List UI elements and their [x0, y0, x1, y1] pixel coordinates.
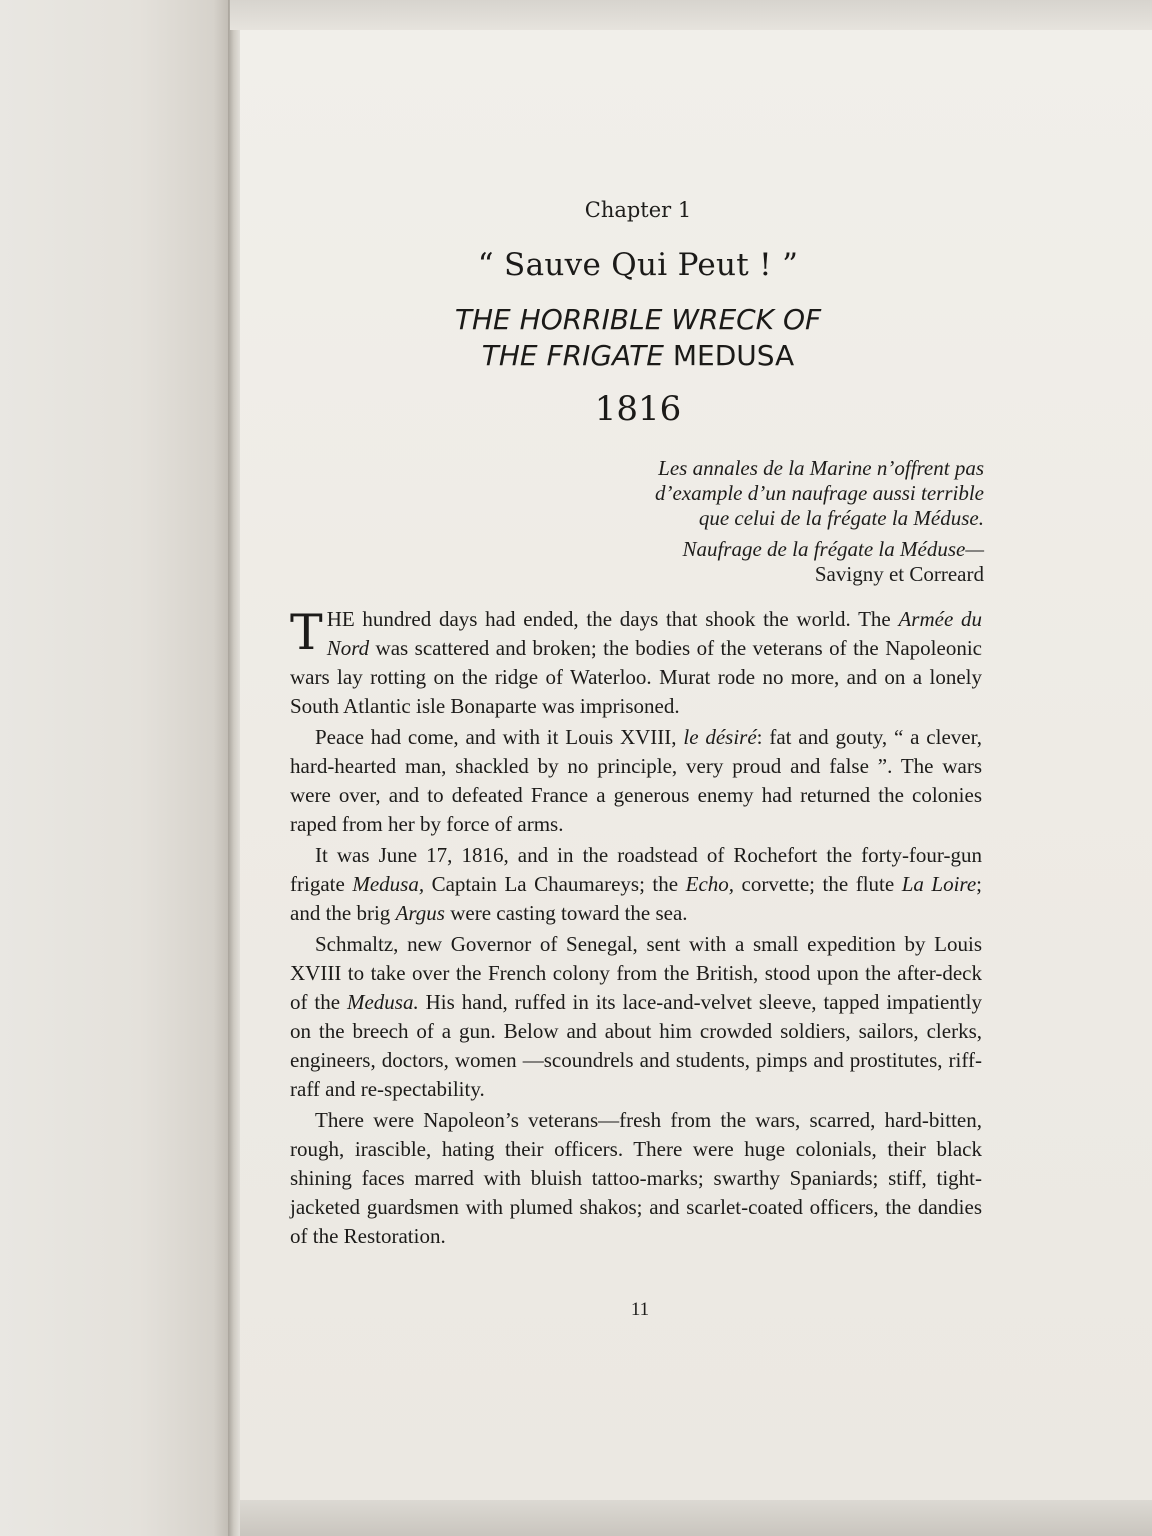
paragraph: There were Napoleon’s veterans—fresh from the wars, scarred, hard-bitten, rough, irascible, hating their officers. There were huge colonials, their black shining faces marred with bluish tattoo-marks; swarthy Spaniards; stiff, tight-jacketed guardsmen with plumed shakos; and scarlet-coated officers, the dandies of the Restoration.	[290, 1108, 982, 1248]
epigraph-source-authors: Savigny et Correard	[814, 562, 984, 586]
paragraph: Schmaltz, new Governor of Senegal, sent with a small expedition by Louis XVIII to take over the French colony from the British, stood upon the after-deck of the Medusa. His hand, ruffed in its lace-and-velvet sleeve, tapped impatiently on the breech of a gun. Below and about him crowded soldiers, sailors, clerks, engineers, doctors, women —scoundrels and students, pimps and prostitutes, riff-raff and re-spectability.	[290, 932, 982, 1101]
epigraph-line: d’example d’un naufrage aussi terrible	[655, 481, 984, 505]
epigraph-source-title: Naufrage de la frégate la Méduse—	[682, 537, 984, 561]
subtitle-line-1: THE HORRIBLE WRECK OF	[454, 303, 822, 336]
subtitle-line-2-italic: THE FRIGATE	[481, 339, 664, 372]
paragraph: It was June 17, 1816, and in the roadstead of Rochefort the forty-four-gun frigate Medusa, Captain La Chaumareys; the Echo, corvette; the flute La Loire; and the brig Argus were casting toward the sea.	[290, 843, 982, 925]
chapter-subtitle	[0, 302, 1152, 374]
page-edge	[240, 1500, 1152, 1536]
left-page	[0, 0, 232, 1536]
epigraph-line: Les annales de la Marine n’offrent pas	[658, 456, 984, 480]
page-number: 11	[630, 1299, 650, 1320]
epigraph	[655, 456, 984, 587]
background-surface	[230, 0, 1152, 30]
body-text	[290, 605, 982, 1253]
paragraph: Peace had come, and with it Louis XVIII, le désiré: fat and gouty, “ a clever, hard-hearted man, shackled by no principle, very proud and false ”. The wars were over, and to defeated France a generous enemy had returned the colonies raped from her by force of arms.	[290, 725, 982, 836]
drop-cap: T	[290, 604, 323, 661]
chapter-year: 1816	[594, 389, 682, 429]
chapter-title: “ Sauve Qui Peut ! ”	[477, 247, 799, 283]
book-gutter	[228, 0, 240, 1536]
subtitle-line-2-roman: MEDUSA	[672, 339, 795, 372]
epigraph-source	[655, 537, 984, 587]
paragraph: THE hundred days had ended, the days that shook the world. The Armée du Nord was scattered and broken; the bodies of the veterans of the Napoleonic wars lay rotting on the ridge of Waterloo. Murat rode no more, and on a lonely South Atlantic isle Bonaparte was imprisoned.	[290, 604, 983, 718]
chapter-label: Chapter 1	[584, 198, 692, 222]
epigraph-line: que celui de la frégate la Méduse.	[698, 506, 984, 530]
